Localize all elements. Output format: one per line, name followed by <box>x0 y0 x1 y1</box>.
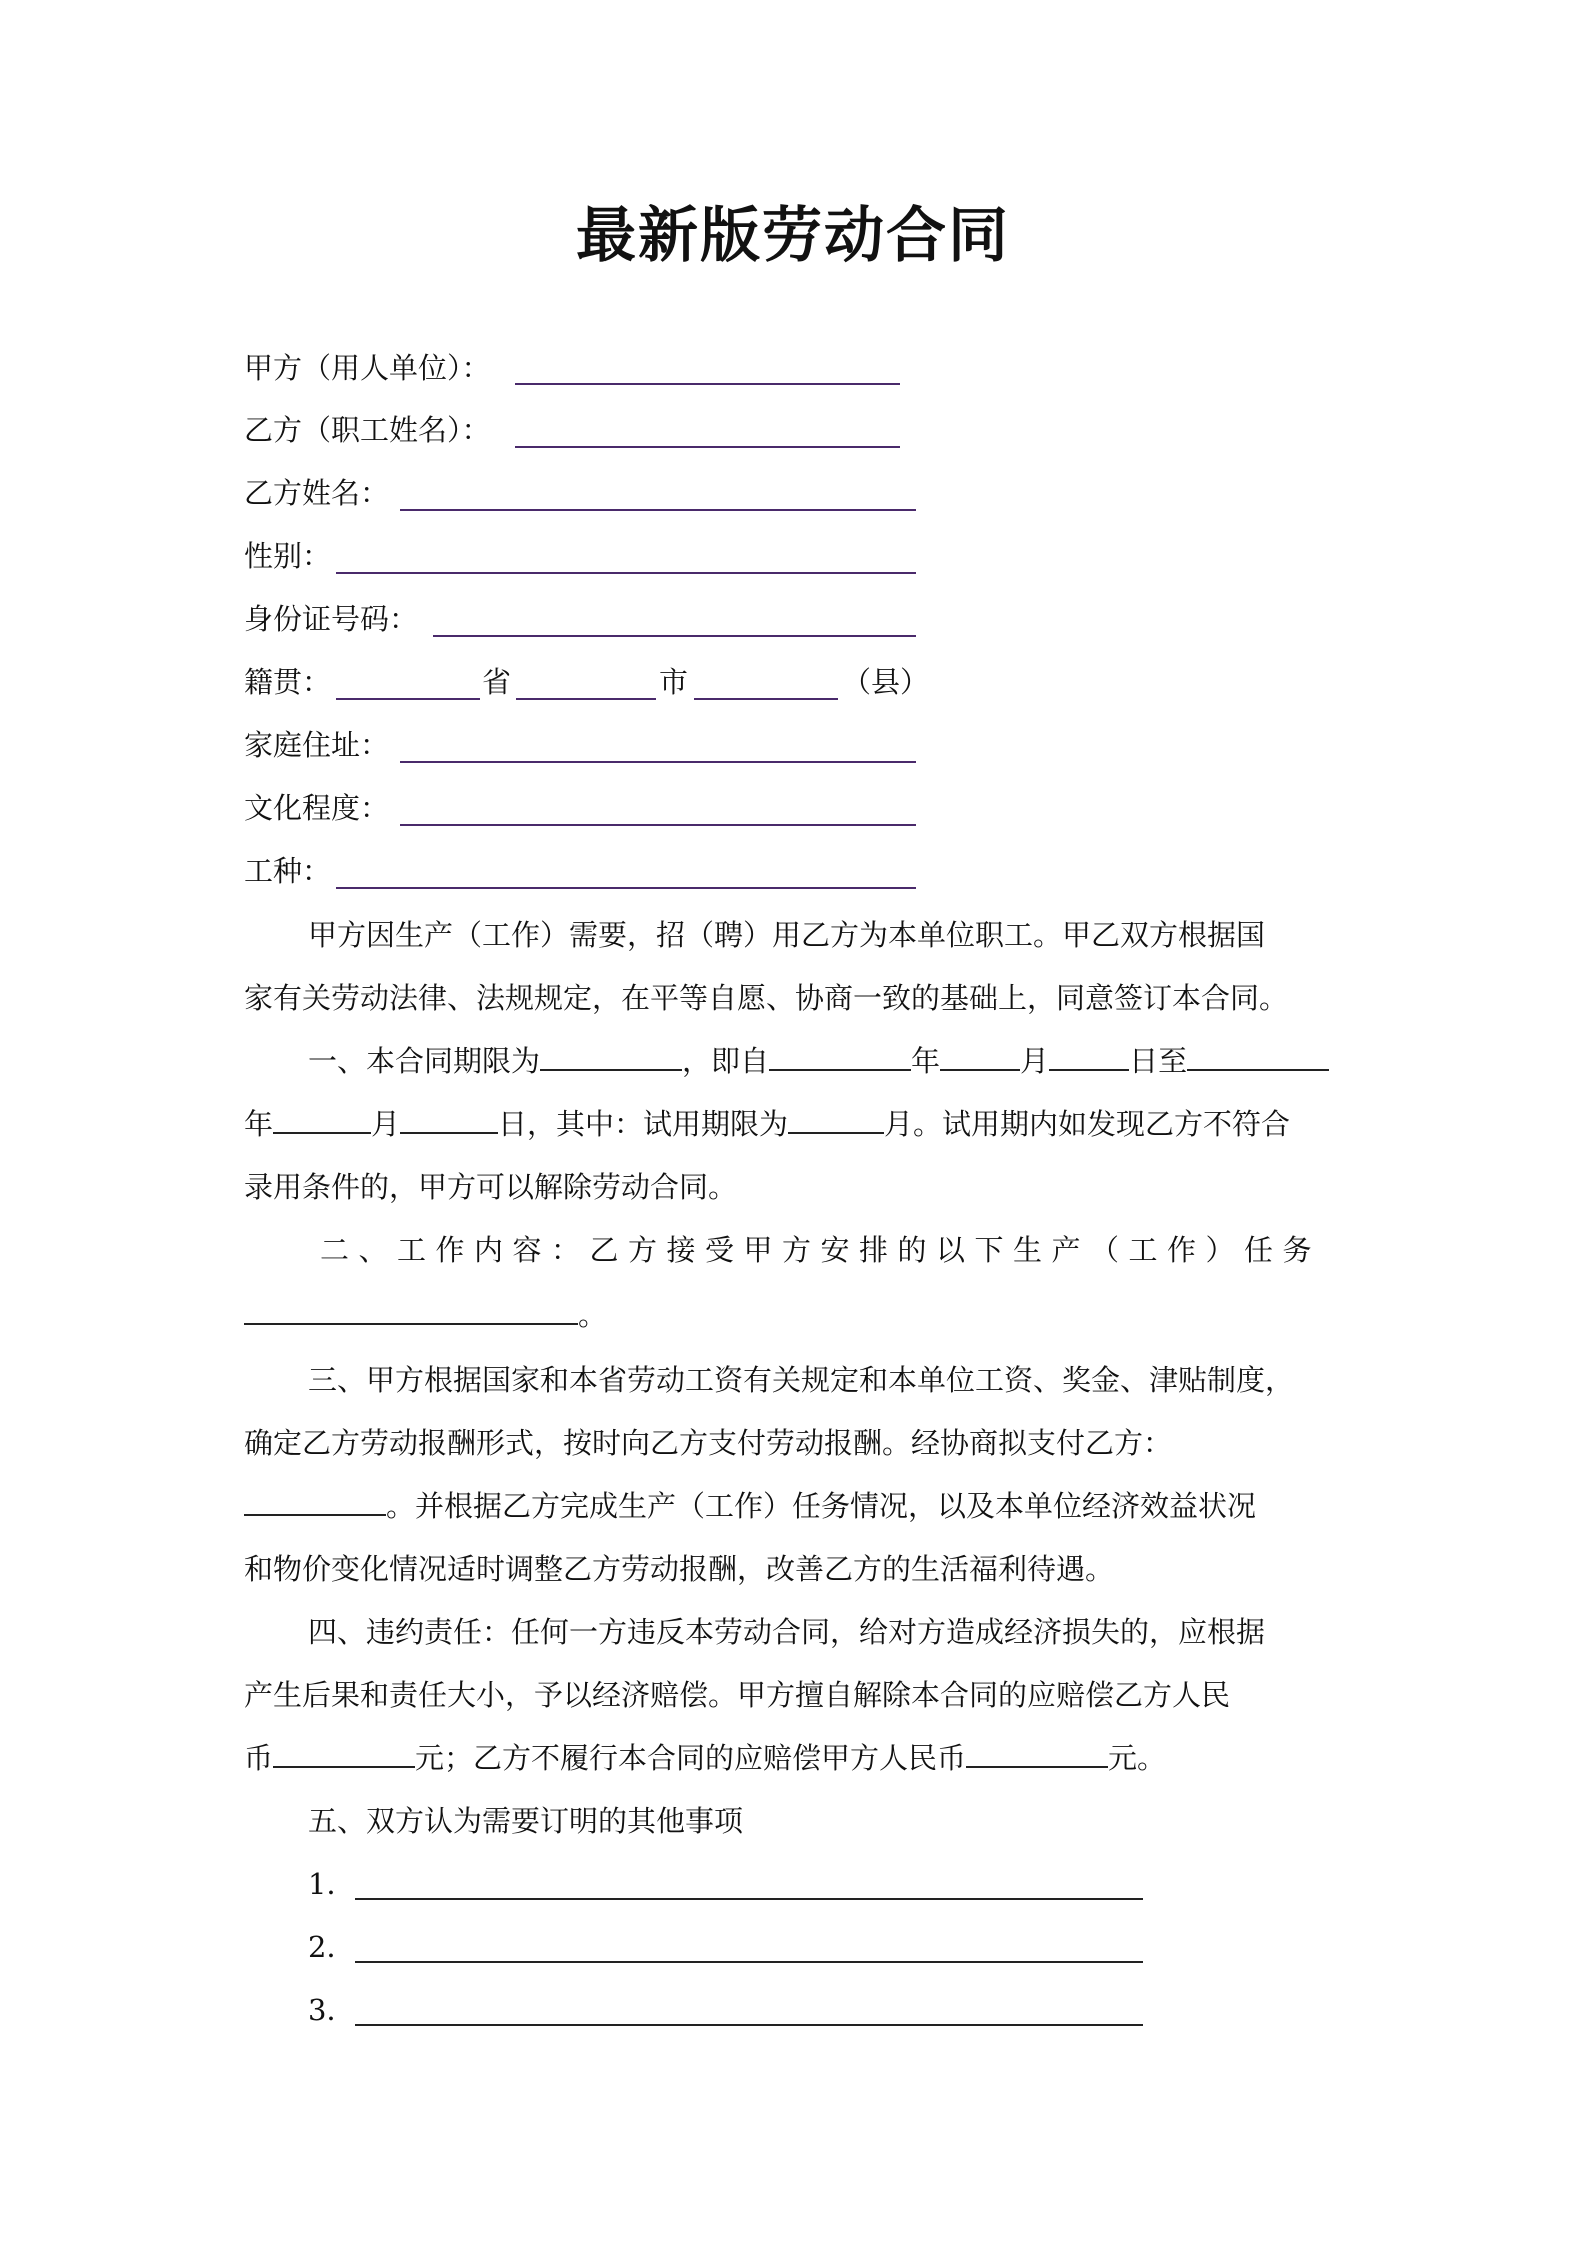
clause3-line-3-text: 。并根据乙方完成生产（工作）任务情况，以及本单位经济效益状况 <box>386 1489 1257 1523</box>
address-label: 家庭住址： <box>244 728 390 762</box>
name-field[interactable] <box>400 509 916 511</box>
probation-rest: 月。试用期内如发现乙方不符合 <box>884 1107 1291 1141</box>
clause4-line-2: 产生后果和责任大小，予以经济赔偿。甲方擅自解除本合同的应赔偿乙方人民 <box>244 1678 1231 1712</box>
clause1-line-3: 录用条件的，甲方可以解除劳动合同。 <box>244 1170 738 1204</box>
native-place-label: 籍贯： <box>244 665 332 699</box>
other-item-1-field[interactable] <box>355 1898 1143 1900</box>
city-label: 市 <box>659 665 689 699</box>
pay-amount-field[interactable] <box>244 1488 386 1516</box>
start-month-field[interactable] <box>940 1043 1020 1071</box>
county-label: （县） <box>842 665 930 699</box>
other-item-2-field[interactable] <box>355 1961 1143 1963</box>
end-year-field[interactable] <box>1187 1043 1329 1071</box>
province-field[interactable] <box>336 698 480 700</box>
clause5-heading: 五、双方认为需要订明的其他事项 <box>308 1804 744 1838</box>
start-day-label: 日至 <box>1129 1044 1188 1078</box>
intro-line-1: 甲方因生产（工作）需要，招（聘）用乙方为本单位职工。甲乙双方根据国 <box>308 918 1266 952</box>
address-field[interactable] <box>400 761 916 763</box>
start-year-field[interactable] <box>769 1043 911 1071</box>
other-item-3-number: 3． <box>308 1993 356 2027</box>
id-number-label: 身份证号码： <box>244 602 419 636</box>
employee-field[interactable] <box>515 446 900 448</box>
start-year-label: 年 <box>911 1044 941 1078</box>
other-item-3-field[interactable] <box>355 2024 1143 2026</box>
education-field[interactable] <box>400 824 916 826</box>
gender-label: 性别： <box>244 539 332 573</box>
city-field[interactable] <box>516 698 656 700</box>
probation-label: 日，其中：试用期限为 <box>498 1107 789 1141</box>
clause3-line-3 <box>244 1481 1354 1531</box>
clause4-line-3 <box>244 1733 1354 1783</box>
id-number-field[interactable] <box>433 635 916 637</box>
clause1-term-label: 一、本合同期限为 <box>308 1044 541 1078</box>
start-month-label: 月 <box>1020 1044 1050 1078</box>
clause1-line-2 <box>244 1099 1354 1149</box>
clause3-line-2: 确定乙方劳动报酬形式，按时向乙方支付劳动报酬。经协商拟支付乙方： <box>244 1426 1173 1460</box>
employer-compensation-field[interactable] <box>273 1740 415 1768</box>
gender-field[interactable] <box>336 572 916 574</box>
clause2-line-2 <box>244 1290 1354 1340</box>
clause3-line-1: 三、甲方根据国家和本省劳动工资有关规定和本单位工资、奖金、津贴制度， <box>308 1363 1295 1397</box>
job-type-field[interactable] <box>336 887 916 889</box>
clause3-line-4: 和物价变化情况适时调整乙方劳动报酬，改善乙方的生活福利待遇。 <box>244 1552 1115 1586</box>
work-content-field[interactable] <box>244 1297 578 1325</box>
employee-label: 乙方（职工姓名）： <box>244 413 491 447</box>
start-day-field[interactable] <box>1049 1043 1129 1071</box>
end-month-field[interactable] <box>273 1106 371 1134</box>
county-field[interactable] <box>694 698 838 700</box>
clause2-line-1: 二、工作内容：乙方接受甲方安排的以下生产（工作）任务 <box>320 1233 1322 1267</box>
employer-field[interactable] <box>515 383 900 385</box>
end-day-field[interactable] <box>400 1106 498 1134</box>
employee-compensation-field[interactable] <box>966 1740 1108 1768</box>
term-length-field[interactable] <box>540 1043 682 1071</box>
province-label: 省 <box>482 665 512 699</box>
end-month-label: 月 <box>371 1107 401 1141</box>
probation-months-field[interactable] <box>788 1106 884 1134</box>
other-item-2-number: 2． <box>308 1930 356 1964</box>
employer-label: 甲方（用人单位）： <box>244 351 491 385</box>
other-item-1-number: 1． <box>308 1867 356 1901</box>
clause4-end: 元。 <box>1108 1741 1167 1775</box>
education-label: 文化程度： <box>244 791 390 825</box>
clause1-from-label: ，即自 <box>682 1044 770 1078</box>
clause4-mid: 元；乙方不履行本合同的应赔偿甲方人民币 <box>415 1741 967 1775</box>
clause1-line-1 <box>308 1036 1354 1086</box>
job-type-label: 工种： <box>244 854 332 888</box>
intro-line-2: 家有关劳动法律、法规规定，在平等自愿、协商一致的基础上，同意签订本合同。 <box>244 981 1289 1015</box>
clause4-line-1: 四、违约责任：任何一方违反本劳动合同，给对方造成经济损失的，应根据 <box>308 1615 1266 1649</box>
coin-label: 币 <box>244 1741 274 1775</box>
clause2-end: 。 <box>578 1298 608 1332</box>
name-label: 乙方姓名： <box>244 476 390 510</box>
end-year-label: 年 <box>244 1107 274 1141</box>
document-title: 最新版劳动合同 <box>576 201 1010 271</box>
